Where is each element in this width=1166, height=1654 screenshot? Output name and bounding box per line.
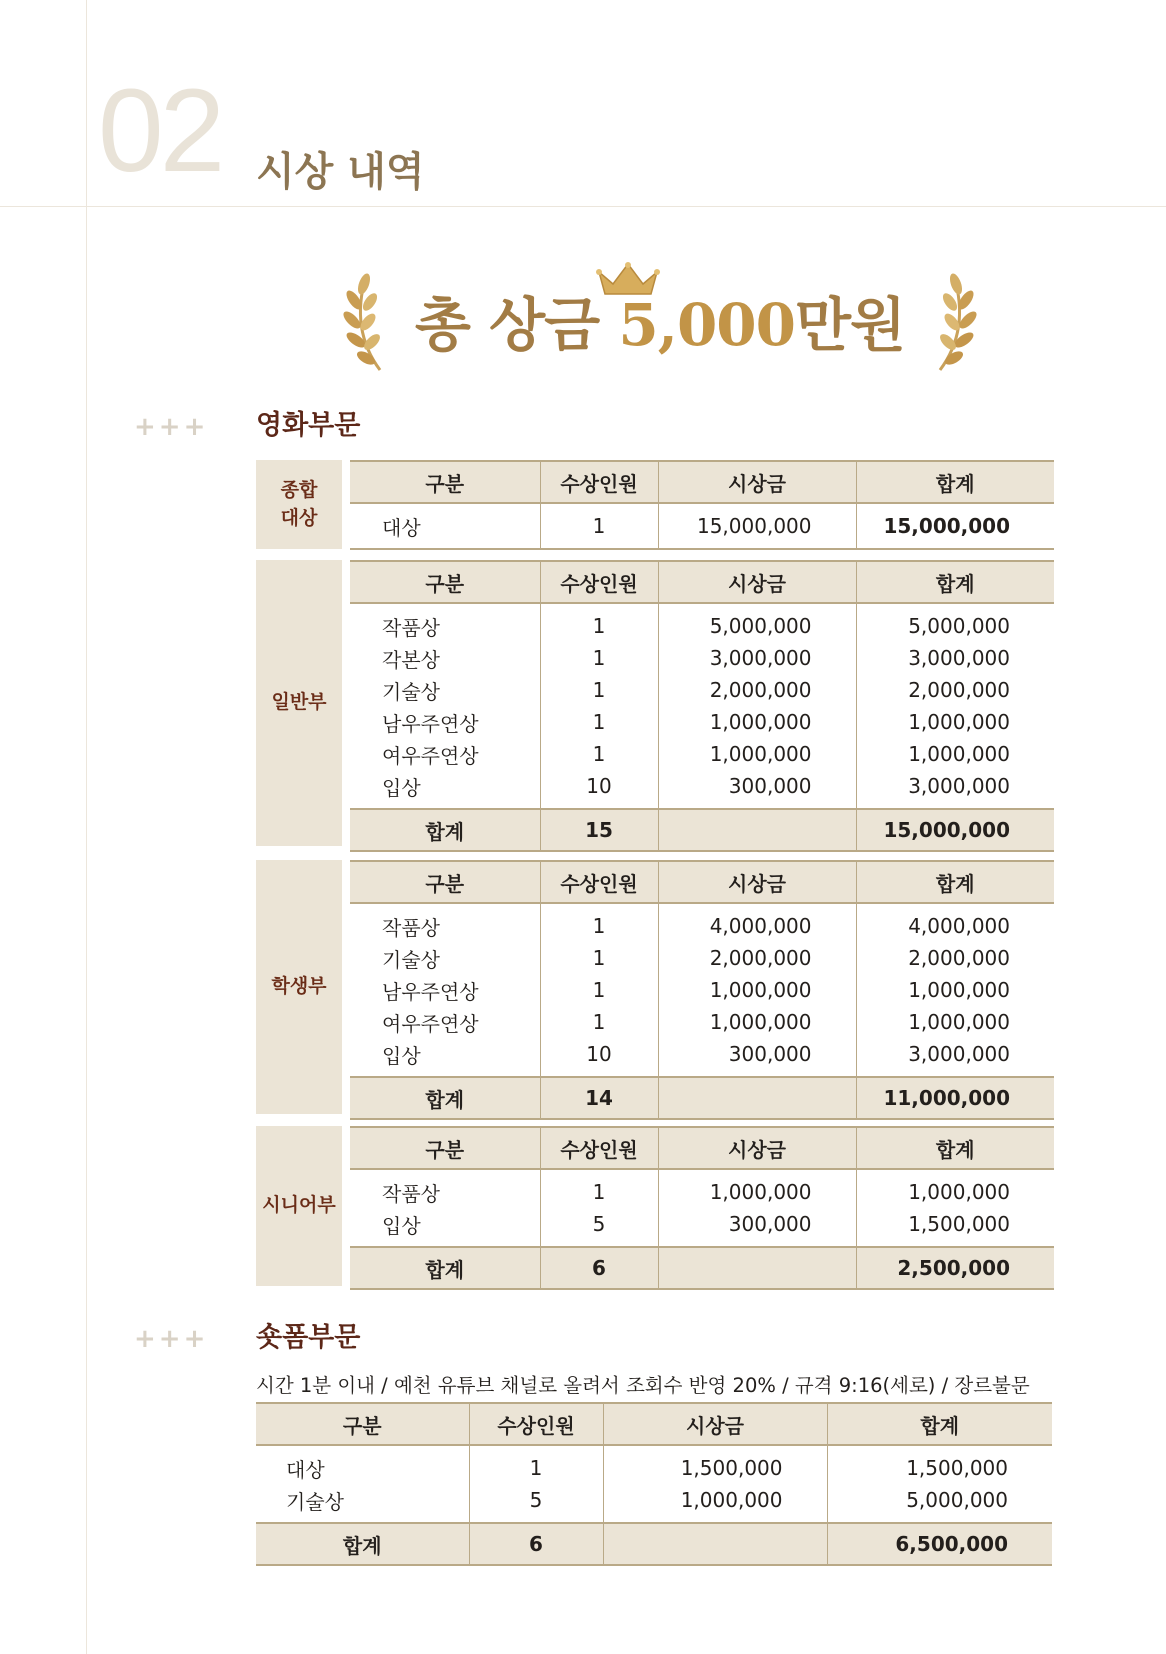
section-title: 시상 내역 xyxy=(256,149,425,195)
guide-line-vertical xyxy=(86,0,87,1654)
table-row: 각본상 1 3,000,000 3,000,000 xyxy=(350,642,1054,674)
table-row: 입상 10 300,000 3,000,000 xyxy=(350,770,1054,809)
table-sum-row: 합계 15 15,000,000 xyxy=(350,809,1054,851)
table-header-row: 구분 수상인원 시상금 합계 xyxy=(350,1127,1054,1169)
senior-division-label: 시니어부 xyxy=(256,1126,342,1286)
student-division-table xyxy=(350,860,1054,1120)
table-sum-row: 합계 6 2,500,000 xyxy=(350,1247,1054,1289)
table-header-row: 구분 수상인원 시상금 합계 xyxy=(350,561,1054,603)
table-row: 여우주연상 1 1,000,000 1,000,000 xyxy=(350,1006,1054,1038)
table-row: 기술상 5 1,000,000 5,000,000 xyxy=(256,1484,1052,1523)
table-header-row: 구분 수상인원 시상금 합계 xyxy=(350,861,1054,903)
table-row: 대상 1 1,500,000 1,500,000 xyxy=(256,1445,1052,1484)
grand-prize-label: 종합 대상 xyxy=(256,460,342,549)
plus-decoration-icon: +++ xyxy=(134,412,209,442)
table-sum-row: 합계 6 6,500,000 xyxy=(256,1523,1052,1565)
laurel-right-icon xyxy=(928,270,980,374)
table-header-row: 구분 수상인원 시상금 합계 xyxy=(350,461,1054,503)
plus-decoration-icon: +++ xyxy=(134,1324,209,1354)
shorts-table xyxy=(256,1402,1052,1566)
total-prize-text xyxy=(400,291,920,359)
section-number: 02 xyxy=(98,65,222,197)
table-row: 작품상 1 5,000,000 5,000,000 xyxy=(350,603,1054,642)
table-row: 여우주연상 1 1,000,000 1,000,000 xyxy=(350,738,1054,770)
table-row: 대상 1 15,000,000 15,000,000 xyxy=(350,503,1054,549)
senior-division-table xyxy=(350,1126,1054,1290)
table-sum-row: 합계 14 11,000,000 xyxy=(350,1077,1054,1119)
table-row: 작품상 1 1,000,000 1,000,000 xyxy=(350,1169,1054,1208)
table-header-row: 구분 수상인원 시상금 합계 xyxy=(256,1403,1052,1445)
table-row: 입상 5 300,000 1,500,000 xyxy=(350,1208,1054,1247)
banner-amount: 5,000 xyxy=(618,291,796,359)
table-row: 입상 10 300,000 3,000,000 xyxy=(350,1038,1054,1077)
shorts-description: 시간 1분 이내 / 예천 유튜브 채널로 올려서 조회수 반영 20% / 규격 9:16(세로) / 장르불문 xyxy=(256,1374,1030,1397)
banner-prefix: 총 상금 xyxy=(414,291,619,359)
total-prize-banner xyxy=(340,262,980,382)
guide-line-horizontal xyxy=(0,206,1166,207)
table-row: 작품상 1 4,000,000 4,000,000 xyxy=(350,903,1054,942)
laurel-left-icon xyxy=(340,270,392,374)
student-division-label: 학생부 xyxy=(256,860,342,1114)
general-division-table xyxy=(350,560,1054,852)
table-row: 기술상 1 2,000,000 2,000,000 xyxy=(350,674,1054,706)
table-row: 남우주연상 1 1,000,000 1,000,000 xyxy=(350,706,1054,738)
film-category-title: 영화부문 xyxy=(256,410,361,441)
general-division-label: 일반부 xyxy=(256,560,342,846)
table-row: 남우주연상 1 1,000,000 1,000,000 xyxy=(350,974,1054,1006)
banner-suffix: 만원 xyxy=(795,291,906,359)
grand-prize-table xyxy=(350,460,1054,550)
table-row: 기술상 1 2,000,000 2,000,000 xyxy=(350,942,1054,974)
shorts-category-title: 숏폼부문 xyxy=(256,1322,361,1353)
